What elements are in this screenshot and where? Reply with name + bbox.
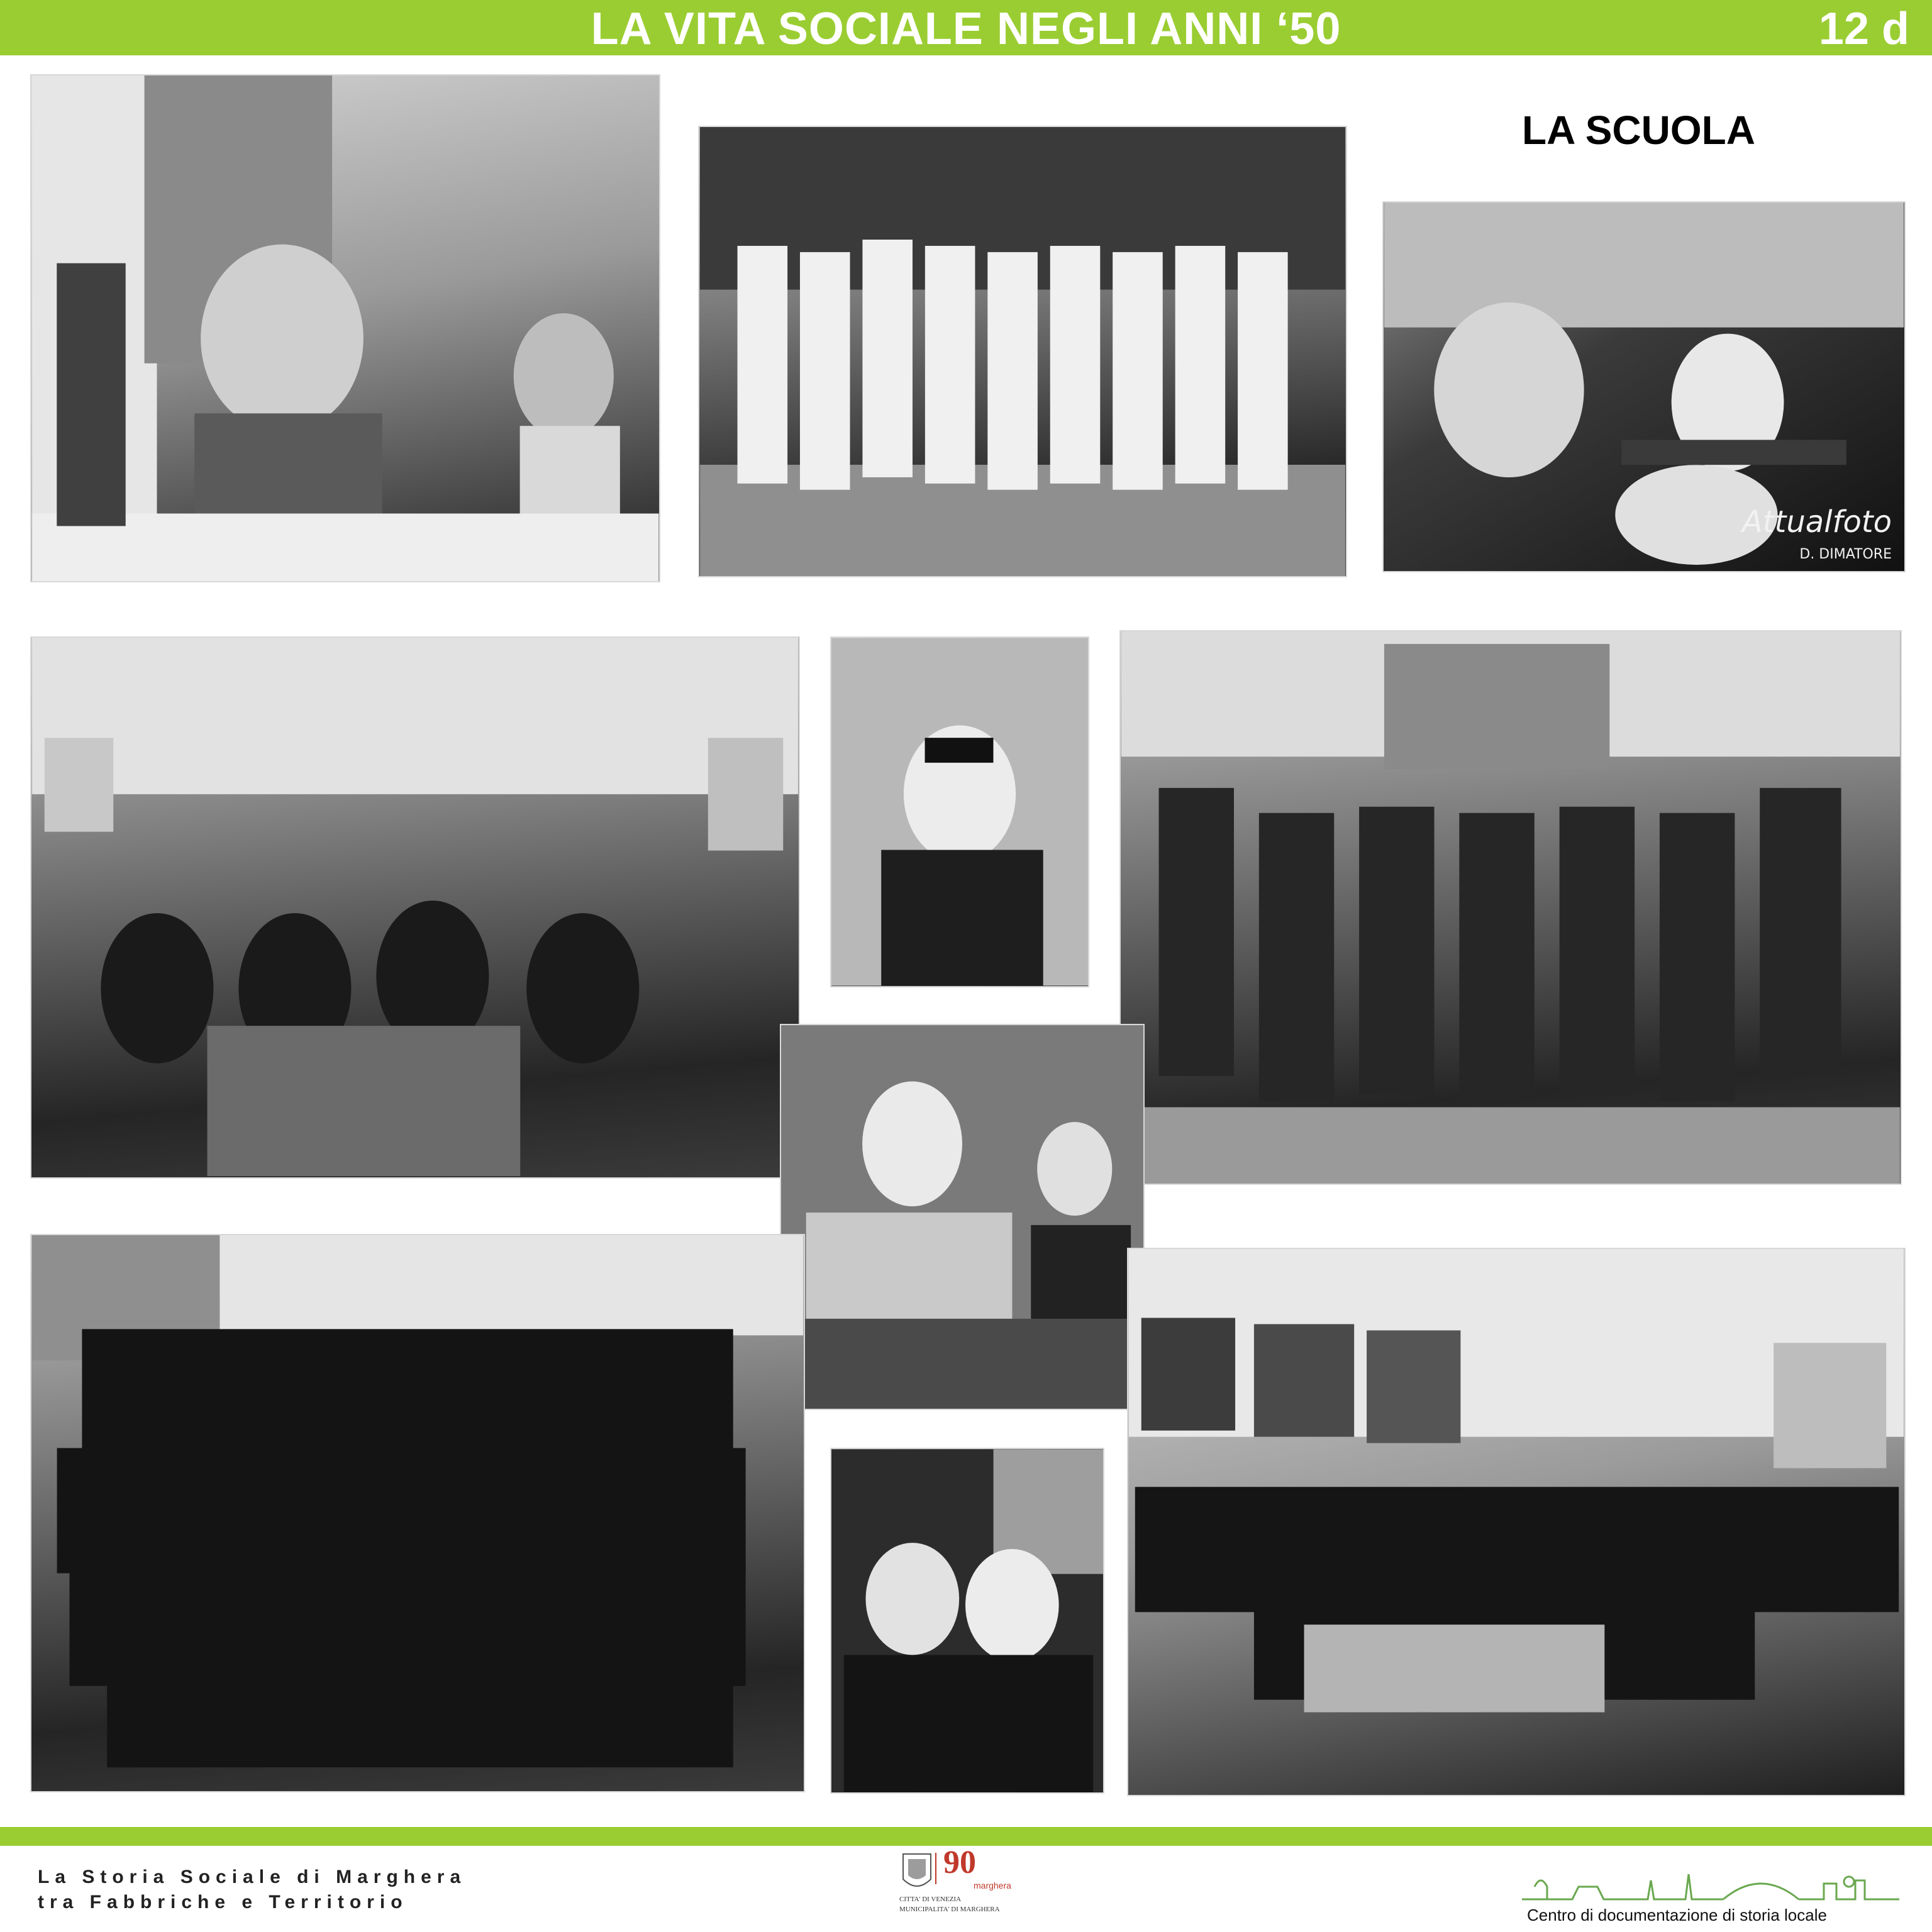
photo-girls-classroom	[1127, 1248, 1906, 1796]
logo-text: marghera	[974, 1880, 1011, 1890]
section-title: LA SCUOLA	[1522, 108, 1755, 153]
photo-boy-with-toys	[1382, 201, 1906, 572]
photo-boys-classroom-image	[31, 638, 799, 1177]
photo-teacher-and-girl-image	[831, 1449, 1103, 1792]
centro-documentazione-label: Centro di documentazione di storia locale	[1527, 1906, 1827, 1924]
photo-girls-class-group-image	[31, 1235, 804, 1791]
photo-girl-with-bow-image	[831, 638, 1088, 986]
photo-girl-with-doll	[30, 74, 660, 582]
photo-teacher-and-girl	[830, 1448, 1104, 1794]
photo-girl-with-doll-image	[31, 75, 659, 581]
photo-stamp-brand: Attualfoto	[1741, 504, 1892, 540]
city-line-1: CITTA' DI VENEZIA	[899, 1896, 962, 1903]
photo-boys-classroom	[30, 636, 800, 1179]
panel-code: 12 d	[1818, 4, 1909, 54]
photo-smiling-boy-desk	[780, 1024, 1145, 1410]
photo-boys-group-teacher-image	[1121, 631, 1901, 1184]
footer-line-2: tra Fabbriche e Territorio	[38, 1892, 408, 1913]
municipality-logo	[899, 1845, 1038, 1924]
footer-project-title	[38, 1865, 466, 1915]
photo-boys-group-teacher	[1119, 630, 1902, 1185]
photo-girls-classroom-image	[1128, 1249, 1904, 1795]
photo-girls-class-group	[30, 1234, 805, 1792]
logo-number: 90	[943, 1845, 976, 1880]
page-title: LA VITA SOCIALE NEGLI ANNI ‘50	[591, 4, 1341, 54]
footer-line-1: La Storia Sociale di Marghera	[38, 1867, 467, 1887]
footer-bar	[0, 1827, 1932, 1846]
photo-stamp-name: D. DIMATORE	[1799, 547, 1892, 562]
photo-girl-with-bow	[830, 636, 1089, 987]
photo-class-group-steps	[698, 126, 1347, 577]
skyline-icon	[1522, 1849, 1899, 1906]
photo-smiling-boy-desk-image	[781, 1025, 1143, 1409]
photo-stamp	[1742, 504, 1892, 540]
photo-class-group-steps-image	[699, 127, 1346, 576]
city-line-2: MUNICIPALITA' DI MARGHERA	[899, 1906, 1000, 1913]
